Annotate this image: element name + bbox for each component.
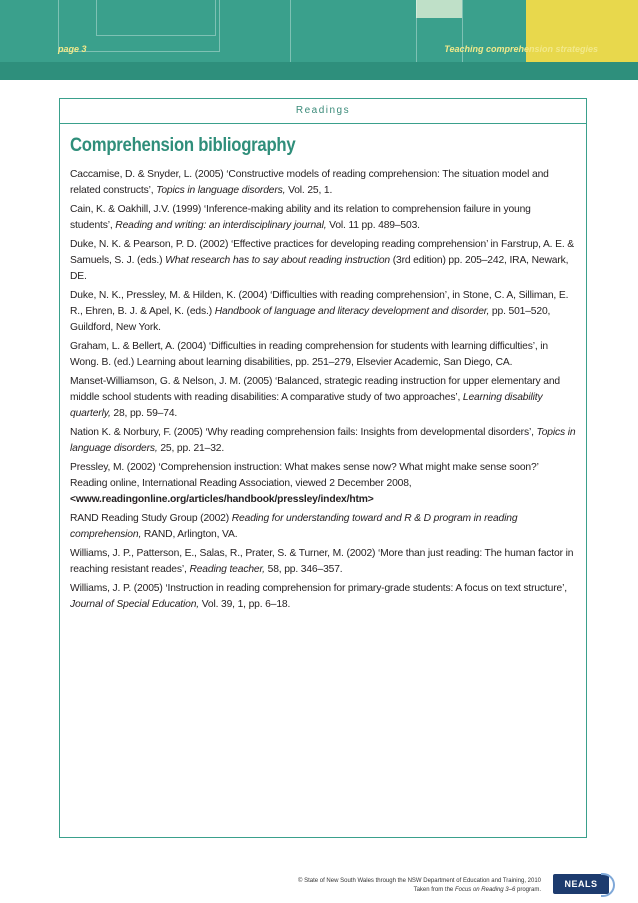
reference-entry (70, 581, 576, 613)
page-header (0, 0, 638, 80)
reference-entry (70, 460, 576, 508)
header-decoration (290, 0, 291, 62)
reference-before-text: Graham, L. & Bellert, A. (2004) ‘Difficulties in reading comprehension for students with learning difficulties’, in Wong. B. (ed.) Learning about learning disabilities, pp. 251–279, Elsevier Academic, San Diego, CA. (70, 341, 549, 368)
header-decoration (416, 0, 462, 18)
section-title: Teaching comprehension strategies (444, 44, 598, 54)
neals-logo (553, 874, 609, 894)
reference-entry (70, 202, 576, 234)
footer-credit (298, 877, 541, 895)
reference-after-text: RAND, Arlington, VA. (141, 529, 238, 540)
page-title: Comprehension bibliography (70, 135, 296, 156)
reference-italic-text: Reading and writing: an interdisciplinary journal, (115, 220, 327, 231)
reference-before-text: Williams, J. P., Patterson, E., Salas, R., Prater, S. & Turner, M. (2002) ‘More than just reading: The human factor in reaching resistant reades’, (70, 548, 574, 575)
panel-heading: Readings (60, 99, 586, 124)
reference-after-text: 28, pp. 59–74. (110, 408, 178, 419)
reference-after-text: pp. 501–520, Guildford, New York. (70, 306, 551, 333)
reference-after-text: Vol. 39, 1, pp. 6–18. (199, 599, 291, 610)
reference-entry (70, 546, 576, 578)
reference-italic-text: What research has to say about reading instruction (165, 255, 391, 266)
header-decoration (96, 0, 216, 36)
reference-italic-text: Topics in language disorders, (70, 427, 576, 454)
reference-entry (70, 167, 576, 199)
reference-before-text: Duke, N. K. & Pearson, P. D. (2002) ‘Effective practices for developing reading comprehension’ in Farstrup, A. E. & Samuels, S. J. (eds.) (70, 239, 574, 266)
reference-italic-text: Handbook of language and literacy development and disorder, (214, 306, 490, 317)
reference-before-text: Nation K. & Norbury, F. (2005) ‘Why reading comprehension fails: Insights from developmental disorders’, (70, 427, 537, 438)
logo-text: NEALS (564, 879, 598, 889)
reference-entry (70, 288, 576, 336)
reference-italic-text: Reading teacher, (189, 564, 265, 575)
reference-before-text: RAND Reading Study Group (2002) (70, 513, 232, 524)
page-number: page 3 (58, 44, 87, 54)
panel-content (60, 124, 586, 613)
reference-before-text: Caccamise, D. & Snyder, L. (2005) ‘Constructive models of reading comprehension: The situation model and related constructs’, (70, 169, 549, 196)
reference-after-text: (3rd edition) pp. 205–242, IRA, Newark, DE. (70, 255, 569, 282)
reference-entry (70, 339, 576, 371)
reference-before-text: Pressley, M. (2002) ‘Comprehension instruction: What makes sense now? What might make sense soon?’ Reading online, International Reading Association, viewed 2 December 2008, (70, 462, 539, 489)
reference-before-text: Manset-Williamson, G. & Nelson, J. M. (2005) ‘Balanced, strategic reading instruction for upper elementary and middle school students with reading disabilities: A comparative study of two approaches’, (70, 376, 560, 403)
reference-before-text: Duke, N. K., Pressley, M. & Hilden, K. (2004) ‘Difficulties with reading comprehension’, in Stone, C. A, Silliman, E. R., Ehren, B. J. & Apel, K. (eds.) (70, 290, 569, 317)
header-band (0, 62, 638, 80)
reference-entry (70, 511, 576, 543)
header-decoration (416, 0, 417, 62)
reference-after-text: 25, pp. 21–32. (157, 443, 225, 454)
reference-after-text: Vol. 11 pp. 489–503. (326, 220, 420, 231)
reference-entry (70, 237, 576, 285)
reference-after-text: Vol. 25, 1. (285, 185, 333, 196)
reference-before-text: Williams, J. P. (2005) ‘Instruction in reading comprehension for primary-grade students: A focus on text structure’, (70, 583, 567, 594)
reference-after-text: 58, pp. 346–357. (264, 564, 343, 575)
reference-entry (70, 374, 576, 422)
reference-link[interactable]: <www.readingonline.org/articles/handbook/pressley/index/htm> (70, 494, 374, 505)
source-text: Taken from the Focus on Reading 3–6 program. (413, 887, 541, 893)
reference-italic-text: Reading for understanding toward and R & D program in reading comprehension, (70, 513, 518, 540)
logo-arc-icon (601, 873, 615, 897)
reference-before-text: Cain, K. & Oakhill, J.V. (1999) ‘Inference-making ability and its relation to comprehension failure in young students’, (70, 204, 531, 231)
reference-italic-text: Journal of Special Education, (70, 599, 200, 610)
readings-panel (59, 98, 587, 838)
reference-list (70, 167, 576, 613)
reference-entry (70, 425, 576, 457)
reference-italic-text: Learning disability quarterly, (70, 392, 543, 419)
copyright-text: © State of New South Wales through the NSW Department of Education and Training, 2010 (298, 878, 541, 884)
reference-italic-text: Topics in language disorders, (156, 185, 286, 196)
